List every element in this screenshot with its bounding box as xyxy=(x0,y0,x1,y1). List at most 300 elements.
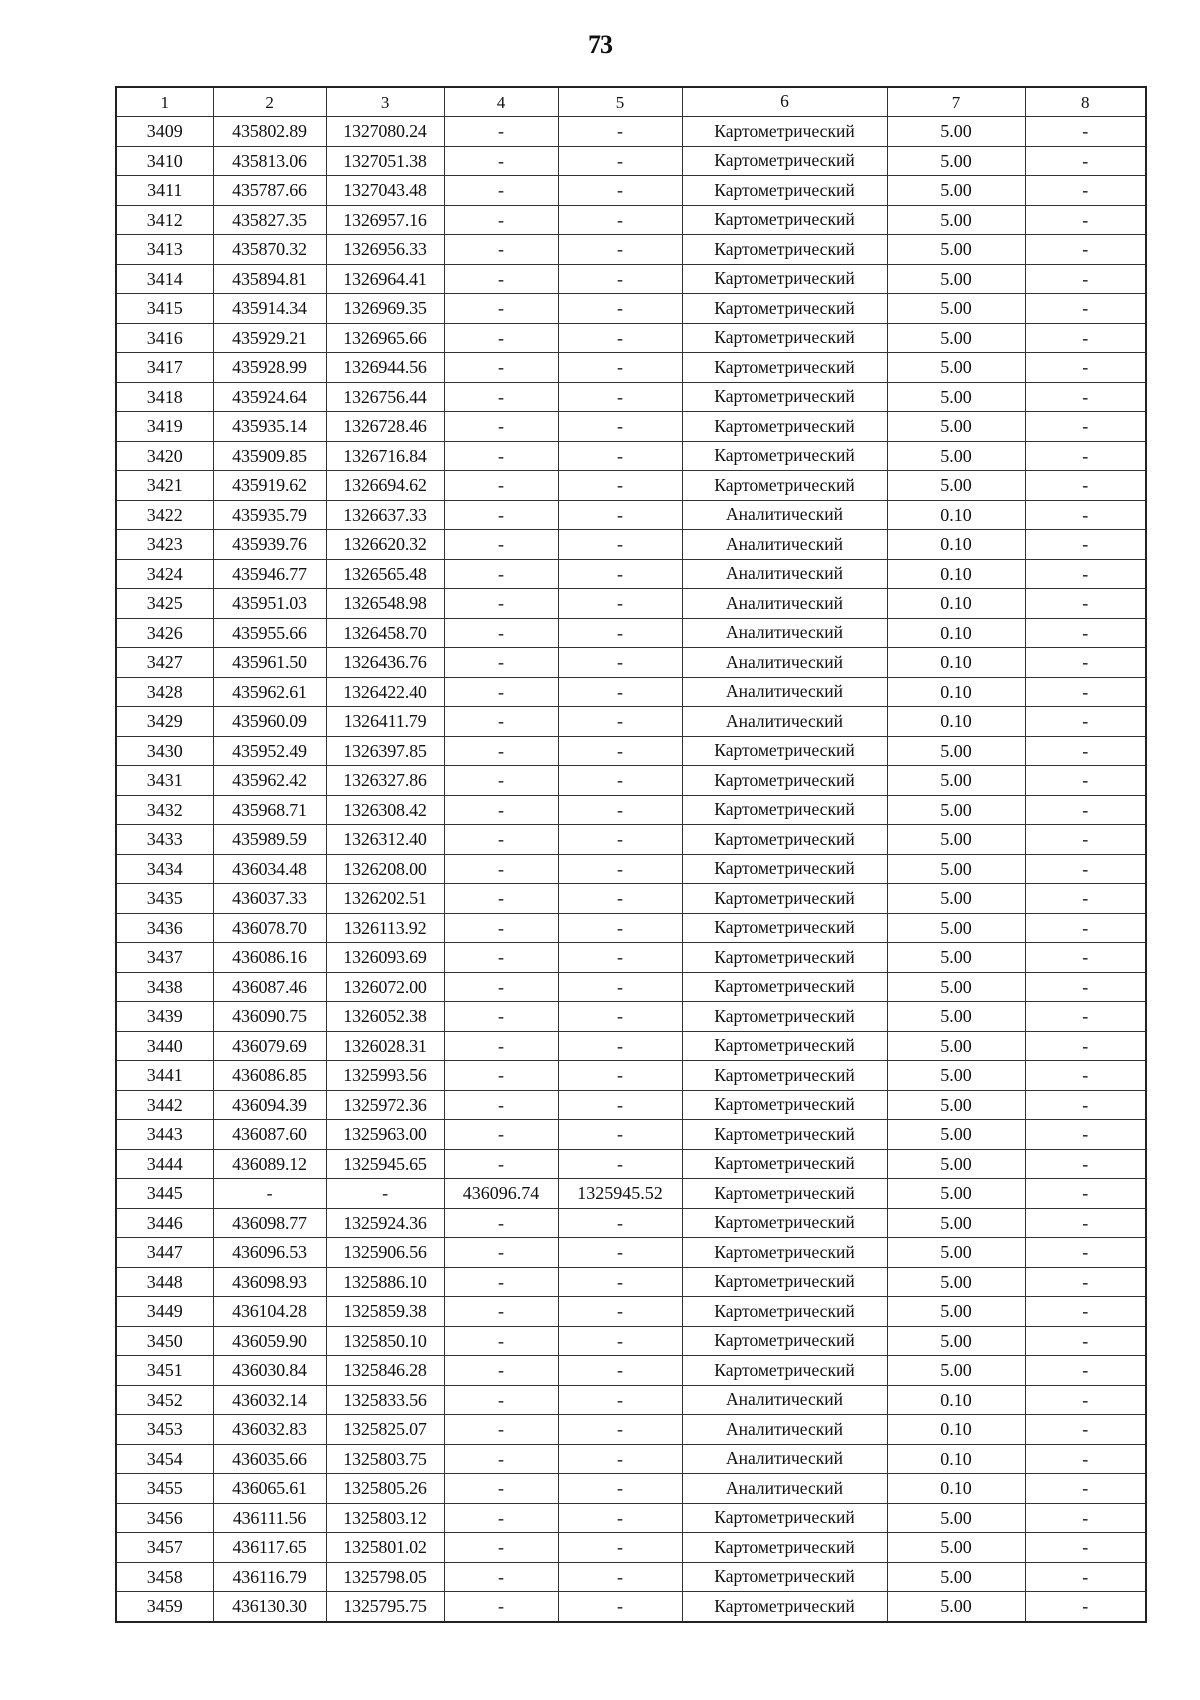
method-cell: Картометрический xyxy=(682,1562,887,1592)
method-cell: Картометрический xyxy=(682,1031,887,1061)
point-number-cell: 3452 xyxy=(116,1385,213,1415)
method-cell: Картометрический xyxy=(682,1592,887,1622)
table-row xyxy=(116,618,1146,648)
point-number-cell: 3422 xyxy=(116,500,213,530)
note-cell: - xyxy=(1025,884,1146,914)
note-cell: - xyxy=(1025,1503,1146,1533)
note-cell: - xyxy=(1025,1149,1146,1179)
accuracy-cell: 5.00 xyxy=(887,1002,1025,1032)
y-coordinate-cell: 1325801.02 xyxy=(326,1533,444,1563)
y-coordinate-cell: 1326202.51 xyxy=(326,884,444,914)
y-new-cell: - xyxy=(558,176,682,206)
y-new-cell: - xyxy=(558,618,682,648)
y-coordinate-cell: 1326422.40 xyxy=(326,677,444,707)
y-coordinate-cell: 1326113.92 xyxy=(326,913,444,943)
note-cell: - xyxy=(1025,1533,1146,1563)
point-number-cell: 3438 xyxy=(116,972,213,1002)
table-row xyxy=(116,117,1146,147)
x-new-cell: - xyxy=(444,884,558,914)
method-cell: Аналитический xyxy=(682,1474,887,1504)
table-row xyxy=(116,500,1146,530)
x-coordinate-cell: 435914.34 xyxy=(213,294,326,324)
note-cell: - xyxy=(1025,1031,1146,1061)
point-number-cell: 3433 xyxy=(116,825,213,855)
method-cell: Аналитический xyxy=(682,1385,887,1415)
method-cell: Картометрический xyxy=(682,353,887,383)
y-coordinate-cell: 1326964.41 xyxy=(326,264,444,294)
method-cell: Картометрический xyxy=(682,1297,887,1327)
y-new-cell: 1325945.52 xyxy=(558,1179,682,1209)
x-new-cell: - xyxy=(444,1061,558,1091)
y-new-cell: - xyxy=(558,441,682,471)
method-cell: Картометрический xyxy=(682,854,887,884)
x-coordinate-cell: 435924.64 xyxy=(213,382,326,412)
accuracy-cell: 0.10 xyxy=(887,677,1025,707)
accuracy-cell: 5.00 xyxy=(887,382,1025,412)
accuracy-cell: 0.10 xyxy=(887,618,1025,648)
table-row xyxy=(116,353,1146,383)
method-cell: Картометрический xyxy=(682,1208,887,1238)
point-number-cell: 3454 xyxy=(116,1444,213,1474)
y-coordinate-cell: 1326458.70 xyxy=(326,618,444,648)
x-coordinate-cell: 435935.14 xyxy=(213,412,326,442)
x-new-cell: - xyxy=(444,117,558,147)
y-new-cell: - xyxy=(558,766,682,796)
column-header: 7 xyxy=(887,87,1025,117)
x-coordinate-cell: 436030.84 xyxy=(213,1356,326,1386)
y-new-cell: - xyxy=(558,1238,682,1268)
note-cell: - xyxy=(1025,1474,1146,1504)
method-cell: Картометрический xyxy=(682,1267,887,1297)
x-new-cell: - xyxy=(444,1002,558,1032)
column-header: 8 xyxy=(1025,87,1146,117)
method-cell: Картометрический xyxy=(682,943,887,973)
accuracy-cell: 5.00 xyxy=(887,913,1025,943)
note-cell: - xyxy=(1025,972,1146,1002)
method-cell: Картометрический xyxy=(682,795,887,825)
x-coordinate-cell: 436035.66 xyxy=(213,1444,326,1474)
note-cell: - xyxy=(1025,117,1146,147)
x-coordinate-cell: 436078.70 xyxy=(213,913,326,943)
note-cell: - xyxy=(1025,1002,1146,1032)
x-coordinate-cell: 435962.61 xyxy=(213,677,326,707)
x-coordinate-cell: 435935.79 xyxy=(213,500,326,530)
y-new-cell: - xyxy=(558,1297,682,1327)
point-number-cell: 3455 xyxy=(116,1474,213,1504)
x-coordinate-cell: 436098.77 xyxy=(213,1208,326,1238)
accuracy-cell: 5.00 xyxy=(887,294,1025,324)
x-new-cell: - xyxy=(444,1120,558,1150)
note-cell: - xyxy=(1025,825,1146,855)
table-row xyxy=(116,913,1146,943)
x-coordinate-cell: 435928.99 xyxy=(213,353,326,383)
column-header: 4 xyxy=(444,87,558,117)
table-row xyxy=(116,589,1146,619)
accuracy-cell: 0.10 xyxy=(887,707,1025,737)
accuracy-cell: 5.00 xyxy=(887,943,1025,973)
y-coordinate-cell: - xyxy=(326,1179,444,1209)
table-row xyxy=(116,1415,1146,1445)
y-new-cell: - xyxy=(558,1120,682,1150)
y-coordinate-cell: 1325924.36 xyxy=(326,1208,444,1238)
point-number-cell: 3427 xyxy=(116,648,213,678)
table-row xyxy=(116,1326,1146,1356)
table-row xyxy=(116,943,1146,973)
y-new-cell: - xyxy=(558,1503,682,1533)
accuracy-cell: 5.00 xyxy=(887,854,1025,884)
x-coordinate-cell: 435946.77 xyxy=(213,559,326,589)
note-cell: - xyxy=(1025,235,1146,265)
point-number-cell: 3429 xyxy=(116,707,213,737)
x-coordinate-cell: 435894.81 xyxy=(213,264,326,294)
accuracy-cell: 5.00 xyxy=(887,1149,1025,1179)
y-coordinate-cell: 1325833.56 xyxy=(326,1385,444,1415)
note-cell: - xyxy=(1025,1297,1146,1327)
accuracy-cell: 5.00 xyxy=(887,264,1025,294)
point-number-cell: 3440 xyxy=(116,1031,213,1061)
x-new-cell: - xyxy=(444,323,558,353)
x-new-cell: - xyxy=(444,618,558,648)
coordinates-table xyxy=(115,86,1147,1623)
table-row xyxy=(116,736,1146,766)
y-coordinate-cell: 1326965.66 xyxy=(326,323,444,353)
method-cell: Картометрический xyxy=(682,766,887,796)
y-coordinate-cell: 1327043.48 xyxy=(326,176,444,206)
x-new-cell: - xyxy=(444,1444,558,1474)
accuracy-cell: 5.00 xyxy=(887,1031,1025,1061)
y-coordinate-cell: 1326093.69 xyxy=(326,943,444,973)
accuracy-cell: 0.10 xyxy=(887,1444,1025,1474)
x-new-cell: - xyxy=(444,1238,558,1268)
method-cell: Аналитический xyxy=(682,530,887,560)
column-header: 5 xyxy=(558,87,682,117)
x-new-cell: - xyxy=(444,854,558,884)
x-coordinate-cell: 436116.79 xyxy=(213,1562,326,1592)
note-cell: - xyxy=(1025,382,1146,412)
x-coordinate-cell: 435955.66 xyxy=(213,618,326,648)
point-number-cell: 3409 xyxy=(116,117,213,147)
accuracy-cell: 5.00 xyxy=(887,766,1025,796)
y-new-cell: - xyxy=(558,471,682,501)
x-coordinate-cell: 436037.33 xyxy=(213,884,326,914)
y-new-cell: - xyxy=(558,943,682,973)
y-coordinate-cell: 1326052.38 xyxy=(326,1002,444,1032)
method-cell: Картометрический xyxy=(682,1533,887,1563)
x-coordinate-cell: - xyxy=(213,1179,326,1209)
y-new-cell: - xyxy=(558,1415,682,1445)
table-row xyxy=(116,559,1146,589)
point-number-cell: 3423 xyxy=(116,530,213,560)
point-number-cell: 3457 xyxy=(116,1533,213,1563)
note-cell: - xyxy=(1025,323,1146,353)
table-row xyxy=(116,176,1146,206)
column-header: 1 xyxy=(116,87,213,117)
point-number-cell: 3437 xyxy=(116,943,213,973)
x-new-cell: - xyxy=(444,1326,558,1356)
x-coordinate-cell: 436104.28 xyxy=(213,1297,326,1327)
accuracy-cell: 0.10 xyxy=(887,1385,1025,1415)
table-row xyxy=(116,1297,1146,1327)
y-new-cell: - xyxy=(558,1090,682,1120)
x-coordinate-cell: 436090.75 xyxy=(213,1002,326,1032)
x-new-cell: - xyxy=(444,146,558,176)
note-cell: - xyxy=(1025,1592,1146,1622)
table-row xyxy=(116,825,1146,855)
method-cell: Картометрический xyxy=(682,117,887,147)
x-new-cell: - xyxy=(444,648,558,678)
note-cell: - xyxy=(1025,1444,1146,1474)
x-new-cell: - xyxy=(444,913,558,943)
y-new-cell: - xyxy=(558,146,682,176)
note-cell: - xyxy=(1025,795,1146,825)
y-new-cell: - xyxy=(558,1474,682,1504)
y-new-cell: - xyxy=(558,913,682,943)
accuracy-cell: 5.00 xyxy=(887,205,1025,235)
x-coordinate-cell: 436032.83 xyxy=(213,1415,326,1445)
column-header: 3 xyxy=(326,87,444,117)
point-number-cell: 3444 xyxy=(116,1149,213,1179)
x-coordinate-cell: 436111.56 xyxy=(213,1503,326,1533)
y-new-cell: - xyxy=(558,294,682,324)
note-cell: - xyxy=(1025,264,1146,294)
method-cell: Картометрический xyxy=(682,736,887,766)
y-new-cell: - xyxy=(558,1326,682,1356)
note-cell: - xyxy=(1025,1061,1146,1091)
y-new-cell: - xyxy=(558,412,682,442)
y-coordinate-cell: 1325963.00 xyxy=(326,1120,444,1150)
accuracy-cell: 5.00 xyxy=(887,795,1025,825)
accuracy-cell: 5.00 xyxy=(887,1090,1025,1120)
table-row xyxy=(116,1179,1146,1209)
note-cell: - xyxy=(1025,1179,1146,1209)
x-new-cell: - xyxy=(444,795,558,825)
y-coordinate-cell: 1325945.65 xyxy=(326,1149,444,1179)
point-number-cell: 3419 xyxy=(116,412,213,442)
table-row xyxy=(116,1267,1146,1297)
note-cell: - xyxy=(1025,1238,1146,1268)
x-coordinate-cell: 435960.09 xyxy=(213,707,326,737)
note-cell: - xyxy=(1025,854,1146,884)
x-new-cell: - xyxy=(444,559,558,589)
accuracy-cell: 0.10 xyxy=(887,1415,1025,1445)
y-new-cell: - xyxy=(558,1444,682,1474)
note-cell: - xyxy=(1025,146,1146,176)
accuracy-cell: 0.10 xyxy=(887,648,1025,678)
x-coordinate-cell: 435951.03 xyxy=(213,589,326,619)
y-coordinate-cell: 1326756.44 xyxy=(326,382,444,412)
x-new-cell: - xyxy=(444,1533,558,1563)
method-cell: Аналитический xyxy=(682,1415,887,1445)
y-new-cell: - xyxy=(558,1149,682,1179)
y-new-cell: - xyxy=(558,500,682,530)
y-new-cell: - xyxy=(558,1002,682,1032)
x-coordinate-cell: 436098.93 xyxy=(213,1267,326,1297)
point-number-cell: 3448 xyxy=(116,1267,213,1297)
x-new-cell: - xyxy=(444,441,558,471)
x-coordinate-cell: 435989.59 xyxy=(213,825,326,855)
x-new-cell: - xyxy=(444,736,558,766)
y-coordinate-cell: 1325825.07 xyxy=(326,1415,444,1445)
note-cell: - xyxy=(1025,913,1146,943)
x-new-cell: - xyxy=(444,1562,558,1592)
x-new-cell: - xyxy=(444,1415,558,1445)
method-cell: Картометрический xyxy=(682,1090,887,1120)
note-cell: - xyxy=(1025,205,1146,235)
x-coordinate-cell: 435919.62 xyxy=(213,471,326,501)
note-cell: - xyxy=(1025,943,1146,973)
x-new-cell: - xyxy=(444,382,558,412)
accuracy-cell: 5.00 xyxy=(887,884,1025,914)
y-new-cell: - xyxy=(558,1592,682,1622)
x-new-cell: - xyxy=(444,972,558,1002)
page-number: 73 xyxy=(588,30,612,59)
table-row xyxy=(116,766,1146,796)
method-cell: Картометрический xyxy=(682,972,887,1002)
table-row xyxy=(116,146,1146,176)
y-coordinate-cell: 1325795.75 xyxy=(326,1592,444,1622)
accuracy-cell: 5.00 xyxy=(887,1208,1025,1238)
accuracy-cell: 5.00 xyxy=(887,1238,1025,1268)
x-new-cell: - xyxy=(444,707,558,737)
note-cell: - xyxy=(1025,471,1146,501)
table-row xyxy=(116,530,1146,560)
note-cell: - xyxy=(1025,1267,1146,1297)
point-number-cell: 3451 xyxy=(116,1356,213,1386)
x-new-cell: - xyxy=(444,1297,558,1327)
accuracy-cell: 5.00 xyxy=(887,1592,1025,1622)
x-new-cell: - xyxy=(444,1592,558,1622)
x-new-cell: - xyxy=(444,943,558,973)
y-coordinate-cell: 1325850.10 xyxy=(326,1326,444,1356)
point-number-cell: 3459 xyxy=(116,1592,213,1622)
method-cell: Аналитический xyxy=(682,559,887,589)
point-number-cell: 3431 xyxy=(116,766,213,796)
note-cell: - xyxy=(1025,648,1146,678)
point-number-cell: 3453 xyxy=(116,1415,213,1445)
table-row xyxy=(116,1533,1146,1563)
method-cell: Аналитический xyxy=(682,677,887,707)
point-number-cell: 3415 xyxy=(116,294,213,324)
y-new-cell: - xyxy=(558,1267,682,1297)
table-row xyxy=(116,1474,1146,1504)
point-number-cell: 3425 xyxy=(116,589,213,619)
y-coordinate-cell: 1326620.32 xyxy=(326,530,444,560)
table-row xyxy=(116,1090,1146,1120)
accuracy-cell: 0.10 xyxy=(887,589,1025,619)
point-number-cell: 3456 xyxy=(116,1503,213,1533)
note-cell: - xyxy=(1025,559,1146,589)
point-number-cell: 3420 xyxy=(116,441,213,471)
table-row xyxy=(116,1120,1146,1150)
x-coordinate-cell: 435962.42 xyxy=(213,766,326,796)
method-cell: Аналитический xyxy=(682,618,887,648)
x-new-cell: - xyxy=(444,589,558,619)
method-cell: Картометрический xyxy=(682,1061,887,1091)
accuracy-cell: 5.00 xyxy=(887,412,1025,442)
accuracy-cell: 5.00 xyxy=(887,1326,1025,1356)
y-coordinate-cell: 1325803.12 xyxy=(326,1503,444,1533)
method-cell: Картометрический xyxy=(682,323,887,353)
method-cell: Картометрический xyxy=(682,825,887,855)
y-new-cell: - xyxy=(558,1562,682,1592)
accuracy-cell: 5.00 xyxy=(887,471,1025,501)
note-cell: - xyxy=(1025,176,1146,206)
note-cell: - xyxy=(1025,500,1146,530)
accuracy-cell: 5.00 xyxy=(887,1356,1025,1386)
table-row xyxy=(116,412,1146,442)
y-new-cell: - xyxy=(558,1385,682,1415)
accuracy-cell: 5.00 xyxy=(887,1533,1025,1563)
x-coordinate-cell: 436059.90 xyxy=(213,1326,326,1356)
point-number-cell: 3450 xyxy=(116,1326,213,1356)
point-number-cell: 3434 xyxy=(116,854,213,884)
y-new-cell: - xyxy=(558,1031,682,1061)
accuracy-cell: 5.00 xyxy=(887,736,1025,766)
point-number-cell: 3428 xyxy=(116,677,213,707)
y-new-cell: - xyxy=(558,884,682,914)
table-row xyxy=(116,1562,1146,1592)
note-cell: - xyxy=(1025,441,1146,471)
x-coordinate-cell: 436086.85 xyxy=(213,1061,326,1091)
x-coordinate-cell: 435870.32 xyxy=(213,235,326,265)
note-cell: - xyxy=(1025,530,1146,560)
accuracy-cell: 5.00 xyxy=(887,1179,1025,1209)
y-coordinate-cell: 1325803.75 xyxy=(326,1444,444,1474)
y-new-cell: - xyxy=(558,323,682,353)
x-coordinate-cell: 435802.89 xyxy=(213,117,326,147)
table-row xyxy=(116,795,1146,825)
y-coordinate-cell: 1326411.79 xyxy=(326,707,444,737)
point-number-cell: 3432 xyxy=(116,795,213,825)
note-cell: - xyxy=(1025,353,1146,383)
note-cell: - xyxy=(1025,1326,1146,1356)
y-new-cell: - xyxy=(558,205,682,235)
table-row xyxy=(116,677,1146,707)
point-number-cell: 3458 xyxy=(116,1562,213,1592)
note-cell: - xyxy=(1025,1208,1146,1238)
note-cell: - xyxy=(1025,1120,1146,1150)
y-coordinate-cell: 1326436.76 xyxy=(326,648,444,678)
accuracy-cell: 5.00 xyxy=(887,972,1025,1002)
y-coordinate-cell: 1326728.46 xyxy=(326,412,444,442)
x-new-cell: - xyxy=(444,1149,558,1179)
point-number-cell: 3446 xyxy=(116,1208,213,1238)
point-number-cell: 3436 xyxy=(116,913,213,943)
method-cell: Аналитический xyxy=(682,500,887,530)
method-cell: Картометрический xyxy=(682,1120,887,1150)
y-coordinate-cell: 1325993.56 xyxy=(326,1061,444,1091)
note-cell: - xyxy=(1025,1385,1146,1415)
method-cell: Картометрический xyxy=(682,441,887,471)
y-new-cell: - xyxy=(558,382,682,412)
table-row xyxy=(116,707,1146,737)
x-new-cell: - xyxy=(444,530,558,560)
table-row xyxy=(116,471,1146,501)
x-coordinate-cell: 435968.71 xyxy=(213,795,326,825)
x-coordinate-cell: 435939.76 xyxy=(213,530,326,560)
point-number-cell: 3445 xyxy=(116,1179,213,1209)
method-cell: Аналитический xyxy=(682,648,887,678)
x-coordinate-cell: 435909.85 xyxy=(213,441,326,471)
y-new-cell: - xyxy=(558,854,682,884)
y-coordinate-cell: 1325846.28 xyxy=(326,1356,444,1386)
point-number-cell: 3439 xyxy=(116,1002,213,1032)
y-new-cell: - xyxy=(558,1061,682,1091)
note-cell: - xyxy=(1025,1415,1146,1445)
table-row xyxy=(116,1031,1146,1061)
method-cell: Картометрический xyxy=(682,1326,887,1356)
column-header: 2 xyxy=(213,87,326,117)
